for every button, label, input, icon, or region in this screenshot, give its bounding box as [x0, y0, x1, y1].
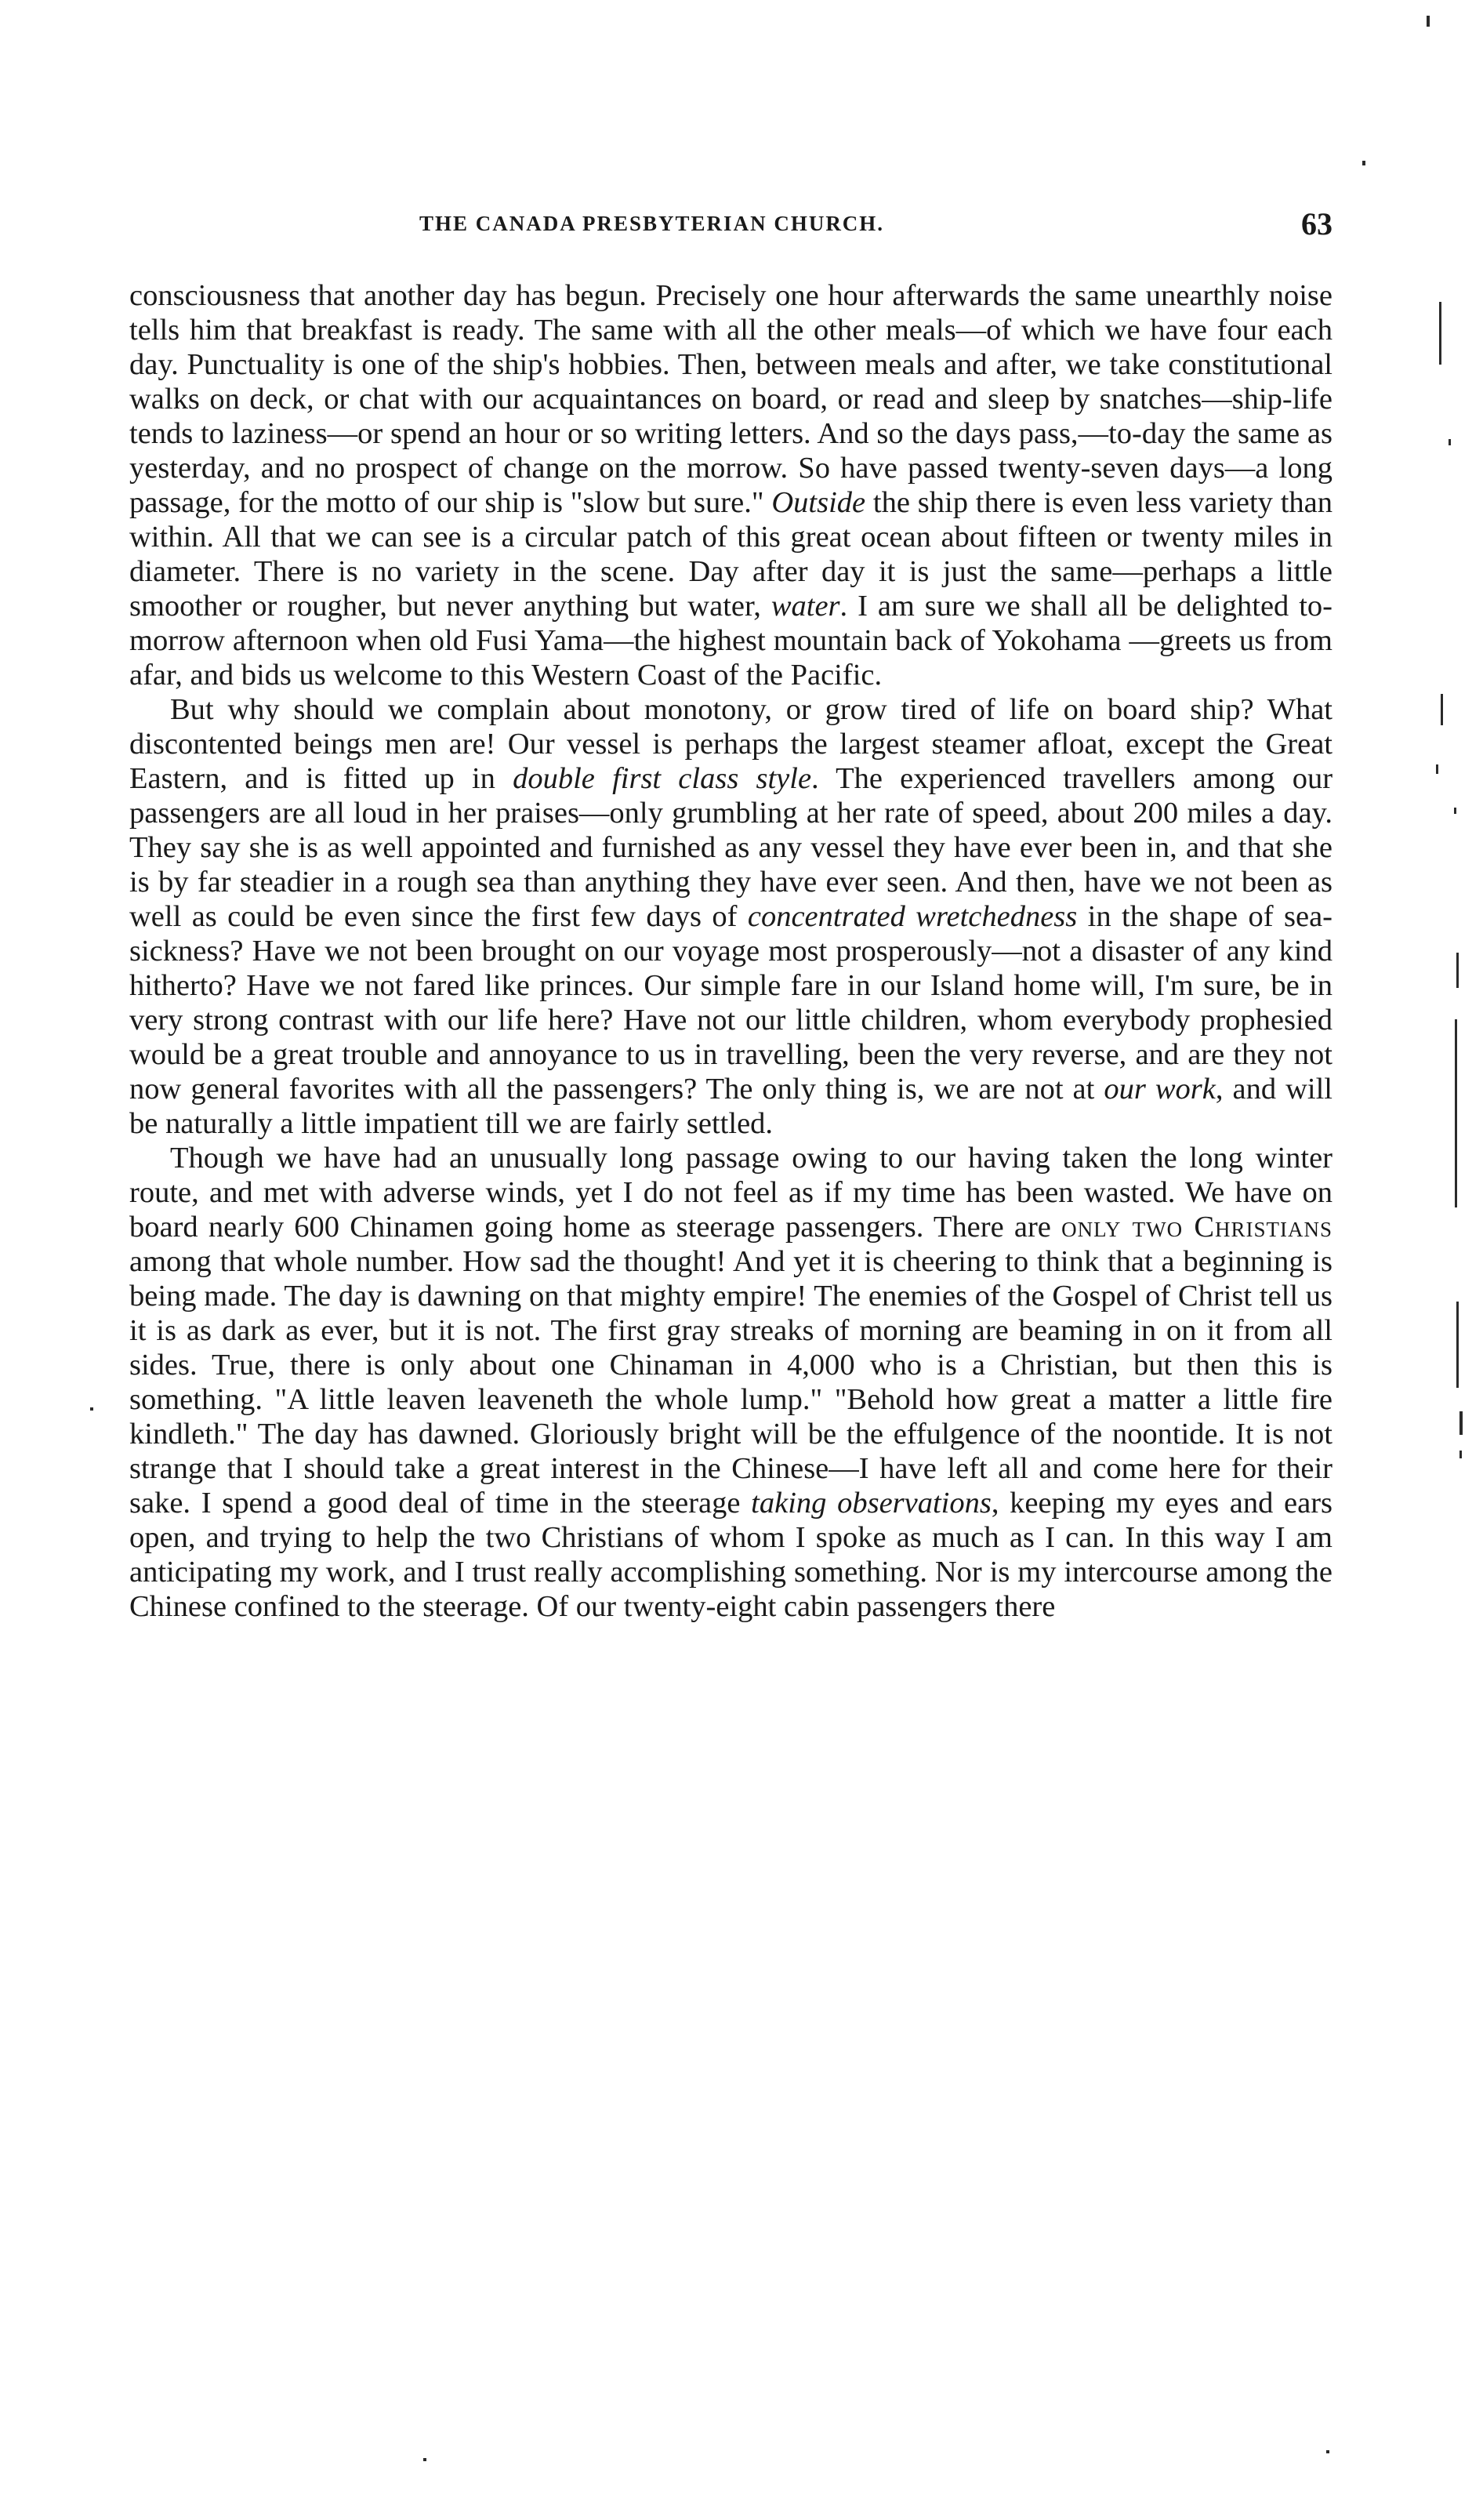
scan-mark	[1455, 1019, 1457, 1207]
paragraph-2	[129, 692, 1333, 1141]
scan-mark	[90, 1407, 93, 1411]
italic-run: water	[771, 590, 840, 623]
text-run: , and will be naturally a little impatient till we are fairly settled.	[129, 1073, 1333, 1140]
scan-mark	[1436, 764, 1438, 774]
scan-mark	[1454, 808, 1456, 814]
text-run: . The experienced travellers among our passengers are all loud in her praises—only grumbling at her rate of speed, about 200 miles a day. They say she is as well appointed and furnished as any vessel they have ever been in, and that she is by far steadier in a rough sea than anything they have ever seen. And then, have we not been as well as could be even since the first few days of	[129, 762, 1333, 933]
text-run: Though we have had an unusually long passage owing to our having taken the long winter route, and met with adverse winds, yet I do not feel as if my time has been wasted. We have on board nearly 600 Chinamen going home as steerage passengers. There are	[129, 1142, 1333, 1244]
text-run: . I am sure we shall all be delighted to-morrow afternoon when old Fusi Yama—the highest mountain back of Yokohama —greets us from afar, and bids us welcome to this Western Coast of the Pacific.	[129, 590, 1333, 692]
body-text	[129, 278, 1333, 1624]
italic-run: Outside	[771, 486, 866, 519]
scan-mark	[1449, 439, 1451, 445]
page-header	[129, 205, 1333, 252]
text-run: , keeping my eyes and ears open, and trying to help the two Christians of whom I spoke as much as I can. In this way I am anticipating my work, and I trust really accomplishing something. Nor is my intercourse among the Chinese confined to the steerage. Of our twenty-eight cabin passengers there	[129, 1487, 1333, 1623]
scan-mark	[1459, 1411, 1463, 1435]
paragraph-1	[129, 278, 1333, 692]
scan-mark	[1362, 161, 1365, 165]
italic-run: our work	[1104, 1073, 1216, 1106]
scan-mark	[1456, 953, 1459, 988]
text-run: among that whole number. How sad the thought! And yet it is cheering to think that a beginning is being made. The day is dawning on that mighty empire! The enemies of the Gospel of Christ tell us it is as dark as ever, but it is not. The first gray streaks of morning are beaming in on it from all sides. True, there is only about one Chinaman in 4,000 who is a Christian, but then this is something. "A little leaven leaveneth the whole lump." "Behold how great a matter a little fire kindleth." The day has dawned. Gloriously bright will be the effulgence of the noontide. It is not strange that I should take a great interest in the Chinese—I have left all and come here for their sake. I spend a good deal of time in the steerage	[129, 1245, 1333, 1520]
italic-run: concentrated wretchedness	[747, 900, 1078, 933]
running-title: THE CANADA PRESBYTERIAN CHURCH.	[419, 212, 885, 235]
scan-mark	[1456, 1302, 1459, 1388]
text-run: But why should we complain about monotony, or grow tired of life on board ship? What discontented beings men are! Our vessel is perhaps the largest steamer afloat, except the Great Eastern, and is fitted up in	[129, 693, 1333, 795]
text-run: in the shape of sea-sickness? Have we not been brought on our voyage most prosperously—not a disaster of any kind hitherto? Have we not fared like princes. Our simple fare in our Island home will, I'm sure, be in very strong contrast with our life here? Have not our little children, whom everybody prophesied would be a great trouble and annoyance to us in travelling, been the very reverse, and are they not now general favorites with all the passengers? The only thing is, we are not at	[129, 900, 1333, 1106]
italic-run: double first class style	[513, 762, 812, 795]
scan-mark	[1459, 1451, 1462, 1458]
scan-mark	[1427, 16, 1430, 27]
scan-mark	[1441, 694, 1443, 725]
scan-mark	[423, 2458, 426, 2461]
scan-mark	[1326, 2450, 1329, 2453]
paragraph-3	[129, 1141, 1333, 1624]
scan-mark	[1439, 302, 1441, 365]
italic-run: taking observations	[751, 1487, 992, 1520]
text-run: consciousness that another day has begun. Precisely one hour afterwards the same unearthly noise tells him that breakfast is ready. The same with all the other meals—of which we have four each day. Punctuality is one of the ship's hobbies. Then, between meals and after, we take constitutional walks on deck, or chat with our acquaintances on board, or read and sleep by snatches—ship-life tends to laziness—or spend an hour or so writing letters. And so the days pass,—to-day the same as yesterday, and no prospect of change on the morrow. So have passed twenty-seven days—a long passage, for the motto of our ship is "slow but sure."	[129, 279, 1333, 519]
text-run: the ship there is even less variety than within. All that we can see is a circular patch of this great ocean about fifteen or twenty miles in diameter. There is no variety in the scene. Day after day it is just the same—perhaps a little smoother or rougher, but never anything but water,	[129, 486, 1333, 623]
small-caps-run: only two Christians	[1061, 1211, 1333, 1244]
page-number: 63	[1301, 206, 1333, 241]
